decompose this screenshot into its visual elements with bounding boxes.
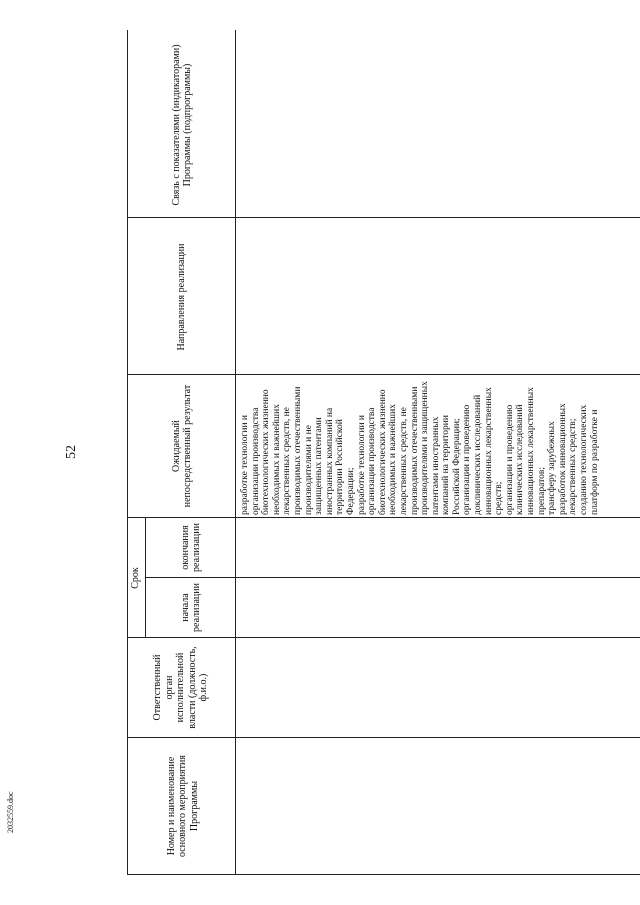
header-term-end: окончания реализации xyxy=(179,523,202,572)
expected-result-line: лекарственных средств, не xyxy=(398,407,409,515)
expected-result-line: организации производства xyxy=(367,407,378,515)
table-border-top xyxy=(127,30,128,875)
expected-result-line: трансферу зарубежных xyxy=(547,421,558,515)
header-expected-result: Ожидаемый непосредственный результат xyxy=(170,384,193,508)
expected-result-line: необходимых и важнейших xyxy=(388,404,399,515)
expected-result-line: производимых отечественными xyxy=(409,386,420,515)
header-directions: Направления реализации xyxy=(176,243,188,351)
expected-result-line: иностранных компаний на xyxy=(324,407,335,515)
expected-result-line: производителями и не xyxy=(303,425,314,515)
header-responsible-body: Ответственный орган исполнительной власти (должность, ф.и.о.) xyxy=(152,646,210,729)
expected-result-line: патентами иностранных xyxy=(430,416,441,515)
expected-result-line: компаний на территории xyxy=(441,415,452,515)
expected-result-cell xyxy=(239,375,640,517)
header-term-start: начала реализации xyxy=(179,583,202,632)
expected-result-line: лекарственных средств; xyxy=(568,418,579,515)
table-header-bottom-border xyxy=(235,30,236,875)
document-file-code: 2032559.doc xyxy=(6,791,15,833)
expected-result-line: организации и проведению xyxy=(462,404,473,515)
program-activities-table xyxy=(127,30,640,875)
expected-result-line: разработке технологии и xyxy=(356,415,367,515)
column-divider xyxy=(127,517,640,518)
expected-result-line: клинических исследований xyxy=(515,404,526,515)
expected-result-line: биотехнологических жизненно xyxy=(377,389,388,515)
expected-result-line: защищенных патентами xyxy=(314,417,325,515)
column-divider xyxy=(127,637,640,638)
column-divider xyxy=(127,217,640,218)
expected-result-line: препаратов; xyxy=(536,467,547,515)
expected-result-line: Федерации; xyxy=(345,467,356,515)
expected-result-line: необходимых и важнейших xyxy=(271,404,282,515)
header-link-indicators: Связь с показателями (индикаторами) Программы (подпрограммы) xyxy=(170,44,193,206)
expected-result-line: территории Российской xyxy=(335,419,346,515)
table-border-left xyxy=(127,874,640,875)
expected-result-line: доклинических исследований xyxy=(473,394,484,515)
header-number-name: Номер и наименование основного мероприятия Программы xyxy=(165,755,200,857)
column-divider xyxy=(145,577,640,578)
header-term: Срок xyxy=(130,567,142,589)
expected-result-line: созданию технологических xyxy=(579,404,589,515)
expected-result-line: биотехнологических жизненно xyxy=(261,389,272,515)
term-subheader-divider xyxy=(145,518,146,638)
expected-result-line: платформ по разработке и xyxy=(589,409,600,515)
expected-result-line: инновационных лекарственных xyxy=(483,387,494,515)
expected-result-line: инновационных лекарственных xyxy=(526,387,537,515)
column-divider xyxy=(127,737,640,738)
expected-result-line: организации производства xyxy=(250,407,261,515)
expected-result-line: организации и проведению xyxy=(504,404,515,515)
expected-result-line: производителями и защищенных xyxy=(420,381,431,515)
expected-result-line: лекарственных средств, не xyxy=(282,407,293,515)
expected-result-line: разработке технологии и xyxy=(240,415,250,515)
expected-result-line: производимых отечественными xyxy=(292,386,303,515)
page-number: 52 xyxy=(64,445,79,459)
expected-result-line: средств; xyxy=(494,481,505,515)
expected-result-line: Российской Федерации; xyxy=(451,418,462,515)
expected-result-line: разработок инновационных xyxy=(557,403,568,515)
